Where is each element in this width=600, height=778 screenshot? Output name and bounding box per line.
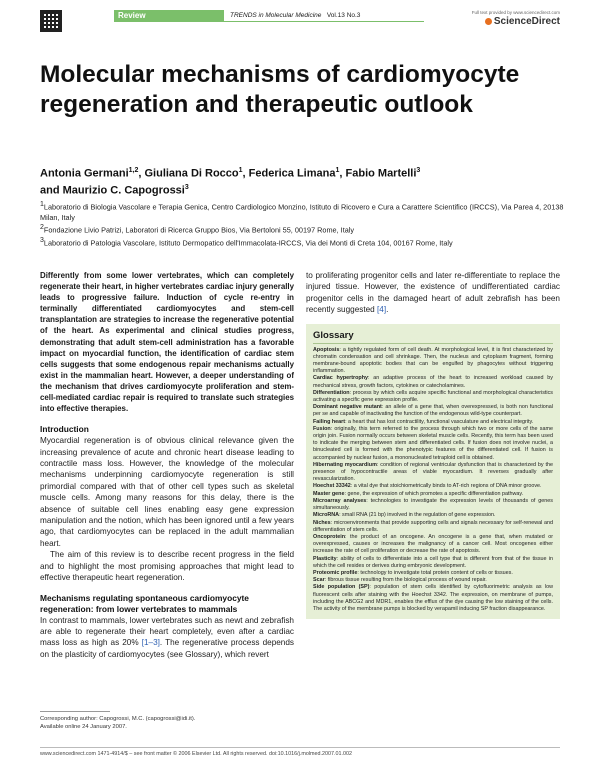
qr-code-icon <box>40 10 62 32</box>
available-online: Available online 24 January 2007. <box>40 724 127 730</box>
glossary-item <box>313 534 553 556</box>
affiliations <box>40 200 565 249</box>
glossary-item <box>313 584 553 613</box>
glossary-term: Dominant negative mutant <box>313 404 382 411</box>
glossary-term: Microarray analyses <box>313 497 367 504</box>
glossary-item <box>313 390 553 404</box>
glossary-term: Cardiac hypertrophy <box>313 375 368 382</box>
author-name: Federica Limana <box>248 167 336 180</box>
glossary-item <box>313 520 553 534</box>
glossary-item <box>313 347 553 376</box>
glossary-definition: : a tightly regulated form of cell death. At morphological level, it is first characterized by chromatin condensation and cell shrinkage. Then, the nucleus and cytoplasm fragment, forming membrane-bound apoptotic bodies that can be engulfed by phagocytes without triggering inflammation. <box>313 346 553 375</box>
glossary-definition: : technology to investigate total protein content of cells or tissues. <box>357 569 513 576</box>
corresponding-author: Corresponding author: Capogrossi, M.C. (capogrossi@idi.it). <box>40 716 196 722</box>
glossary-list <box>313 347 553 614</box>
section-tag: Review <box>114 10 224 21</box>
sd-dot-icon <box>485 18 492 25</box>
glossary-item <box>313 556 553 570</box>
introduction-body <box>40 435 294 583</box>
glossary-term: Side population (SP) <box>313 584 370 591</box>
glossary-item <box>313 462 553 484</box>
right-column <box>306 270 560 619</box>
glossary-term: Niches <box>313 519 331 526</box>
glossary-item <box>313 483 553 490</box>
author-name: Fabio Martelli <box>345 167 417 180</box>
abstract: Differently from some lower vertebrates, which can completely regenerate their heart, in higher vertebrates cardiac injury generally leads to progressive failure. Induction of cycle re-entry in terminally differentiated cardiomyocytes and stem-cell transplantation are strategies to increase the regenerative potential of the heart. As experimental and clinical studies progress, demonstrating that adult stem-cell administration has a favorable impact on myocardial function, the identification of cardiac stem cells suggests that some endogenous repair mechanisms actually exist in the mammalian heart. However, a deeper understanding of the mechanism that drives cardiomyocyte proliferation and stem-cell-mediated cardiac repair is required to translate such strategies into effective therapies. <box>40 271 294 414</box>
footnote-rule <box>40 711 110 712</box>
journal-volume: Vol.13 No.3 <box>326 12 361 19</box>
glossary-definition: : the product of an oncogene. An oncogene is a gene that, when mutated or overexpressed, causes or increases the malignancy of a cancer cell. Most oncogenes either increase the rate of cell proliferation or decrease the rate of apoptosis. <box>313 533 553 555</box>
glossary-term: Master gene <box>313 490 345 497</box>
glossary-definition: : an allele of a gene that, when overexpressed, is both non functional per se and capable of inactivating the function of the endogenous wild-type counterpart. <box>313 404 553 418</box>
header-rule <box>114 21 424 22</box>
glossary-term: Oncoprotein <box>313 533 346 540</box>
glossary-term: Proteomic profile <box>313 569 358 576</box>
glossary-definition: : ability of cells to differentiate into a cell type that is different from that of the tissue in which the cell resides or derives during embryonic development. <box>313 555 553 569</box>
page-header <box>40 10 560 40</box>
author-name: Maurizio C. Capogrossi <box>62 184 185 197</box>
sciencedirect-logo <box>448 10 560 28</box>
glossary-term: Apoptosis <box>313 346 340 353</box>
left-column <box>40 270 294 660</box>
affiliation: $^1$Laboratorio di Biologia Vascolare e Terapia Genica, Centro Cardiologico Monzino, Istituto di Ricovero e Cura a Carattere Scientifico (IRCCS), Via Parea 4, 20138 Milan, Italy <box>40 201 564 222</box>
affiliation: $^2$Fondazione Livio Patrizi, Laboratori di Ricerca Gruppo Bios, Via Bertoloni 55, 00197 Rome, Italy <box>40 224 355 235</box>
glossary-definition: : originally, this term referred to the process through which two or more cells of the same origin join. Fusion normally occurs between skeletal muscle cells. Recently, this term has been used to indicate the merging between stem and differentiated cells. If fusion does not involve nuclei, a binucleated cell is formed with the phenotypic features of the differentiated cell. If fusion is accompanied by nuclear fusion, a mononucleated tetraploid cell is obtained. <box>313 425 553 461</box>
affiliation: $^3$Laboratorio di Patologia Vascolare, Istituto Dermopatico dell'Immacolata-IRCCS, Via dei Monti di Creta 104, 00167 Rome, Italy <box>40 237 453 248</box>
glossary-definition: : technologies to investigate the expression levels of thousands of genes simultaneously. <box>313 497 553 512</box>
journal-info <box>230 10 360 21</box>
glossary-term: Scar <box>313 577 325 584</box>
citation-link[interactable]: [4] <box>377 305 387 315</box>
glossary-definition: : a heart that has lost contractility, functional vasculature and electrical integrity. <box>345 418 534 425</box>
paragraph: In contrast to mammals, lower vertebrates such as newt and zebrafish are able to regenerate their heart completely, even after a cardiac mass loss as high as 20% [1–3]. The regenerative process depends on the plasticity of cardiomyocytes (see Glossary), which revert <box>40 615 295 659</box>
glossary-item <box>313 577 553 584</box>
author-name: Antonia Germani <box>40 167 129 180</box>
section-heading-mechanisms: Mechanisms regulating spontaneous cardiomyocyte regeneration: from lower vertebrates to mammals <box>40 592 249 614</box>
glossary-item <box>313 375 553 389</box>
glossary-item <box>313 419 553 426</box>
glossary-box <box>306 324 560 620</box>
glossary-item <box>313 491 553 498</box>
page-footer: www.sciencedirect.com 1471-4914/$ – see front matter © 2006 Elsevier Ltd. All rights reserved. doi:10.1016/j.molmed.2007.01.002 <box>40 747 560 757</box>
glossary-term: Failing heart <box>313 418 346 425</box>
glossary-term: Differentiation <box>313 389 350 396</box>
glossary-definition: : gene, the expression of which promotes a specific differentiation pathway. <box>344 490 524 497</box>
footnote <box>40 711 294 731</box>
mechanisms-body <box>40 615 294 661</box>
glossary-item <box>313 426 553 462</box>
citation-link[interactable]: [1–3] <box>141 638 160 648</box>
glossary-definition: : small RNA (21 bp) involved in the regulation of gene expression. <box>339 512 496 519</box>
glossary-item <box>313 570 553 577</box>
glossary-definition: : population of stem cells identified by cytofluorimetric analysis as low fluorescent cells after staining with the Hoechst 3342. The expression, on membrane of pumps, including the ABCG2 and MDR1, enables the efflux of the dye causing the low staining of the cells. The activity of the membrane pumps is blocked by verapamil inducing SP fraction disappearance. <box>313 584 553 612</box>
journal-name: TRENDS in Molecular Medicine <box>230 12 322 19</box>
sd-name: ScienceDirect <box>493 16 560 27</box>
glossary-definition: : an adaptive process of the heart to increased workload caused by mechanical stress, growth factors, cytokines or catecholamines. <box>313 375 553 389</box>
glossary-term: Hibernating myocardium <box>313 461 377 468</box>
glossary-definition: : condition of regional ventricular dysfunction that is characterized by the presence of hypocontractile areas of viable myocardium. It reverses gradually after revascularization. <box>313 461 553 483</box>
glossary-term: Plasticity <box>313 555 337 562</box>
glossary-definition: : microenvironments that provide supporting cells and signals necessary for self-renewal and differentiation of stem cells. <box>313 519 553 533</box>
glossary-term: Hoechst 33342 <box>313 483 351 490</box>
paragraph: Myocardial regeneration is of obvious clinical relevance given the increasing prevalence of acute and chronic heart disease leading to contractile mass loss. However, the knowledge of the molecular mechanisms underpinning cardiomyocyte regeneration is still primordial compared with that of other cell types such as skeletal muscle cells. Among many reasons for this delay, there is the absence of suitable cell lines enabling easy gene expression manipulation and the notion, which has been ignored until a few years ago, that cardiomyocytes can be replaced in the adult mammalian heart. <box>40 436 294 548</box>
author-list: Antonia Germani$^{1,2}$, Giuliana Di Rocco$^1$, Federica Limana$^1$, Fabio Martelli$^3$ and Maurizio C. Capogrossi$^3$ <box>40 167 421 197</box>
glossary-definition: : fibrous tissue resulting from the biological process of wound repair. <box>324 577 487 584</box>
glossary-item <box>313 404 553 418</box>
glossary-heading: Glossary <box>313 329 553 344</box>
glossary-term: MicroRNA <box>313 512 340 519</box>
section-heading-introduction: Introduction <box>40 424 89 435</box>
glossary-definition: : process by which cells acquire specific functional and morphological characteristics activating a specific gene expression profile. <box>313 389 553 404</box>
sd-caption: Full text provided by www.sciencedirect.com <box>471 10 560 15</box>
paragraph: to proliferating progenitor cells and later re-differentiate to replace the injured tissue. However, the existence of undifferentiated cardiac progenitor cells in the damaged heart of adult zebrafish has been recently suggested [4]. <box>306 271 560 315</box>
glossary-item <box>313 498 553 512</box>
paragraph: The aim of this review is to describe recent progress in the field and to highlight the most promising approaches that might lead to effective therapeutic heart regeneration. <box>40 550 294 583</box>
article-title: Molecular mechanisms of cardiomyocyte regeneration and therapeutic outlook <box>40 61 520 118</box>
glossary-term: Fusion <box>313 425 331 432</box>
glossary-item <box>313 512 553 519</box>
author-name: Giuliana Di Rocco <box>144 167 239 180</box>
glossary-definition: : a vital dye that stoichiometrically binds to AT-rich regions of DNA minor groove. <box>350 483 542 490</box>
